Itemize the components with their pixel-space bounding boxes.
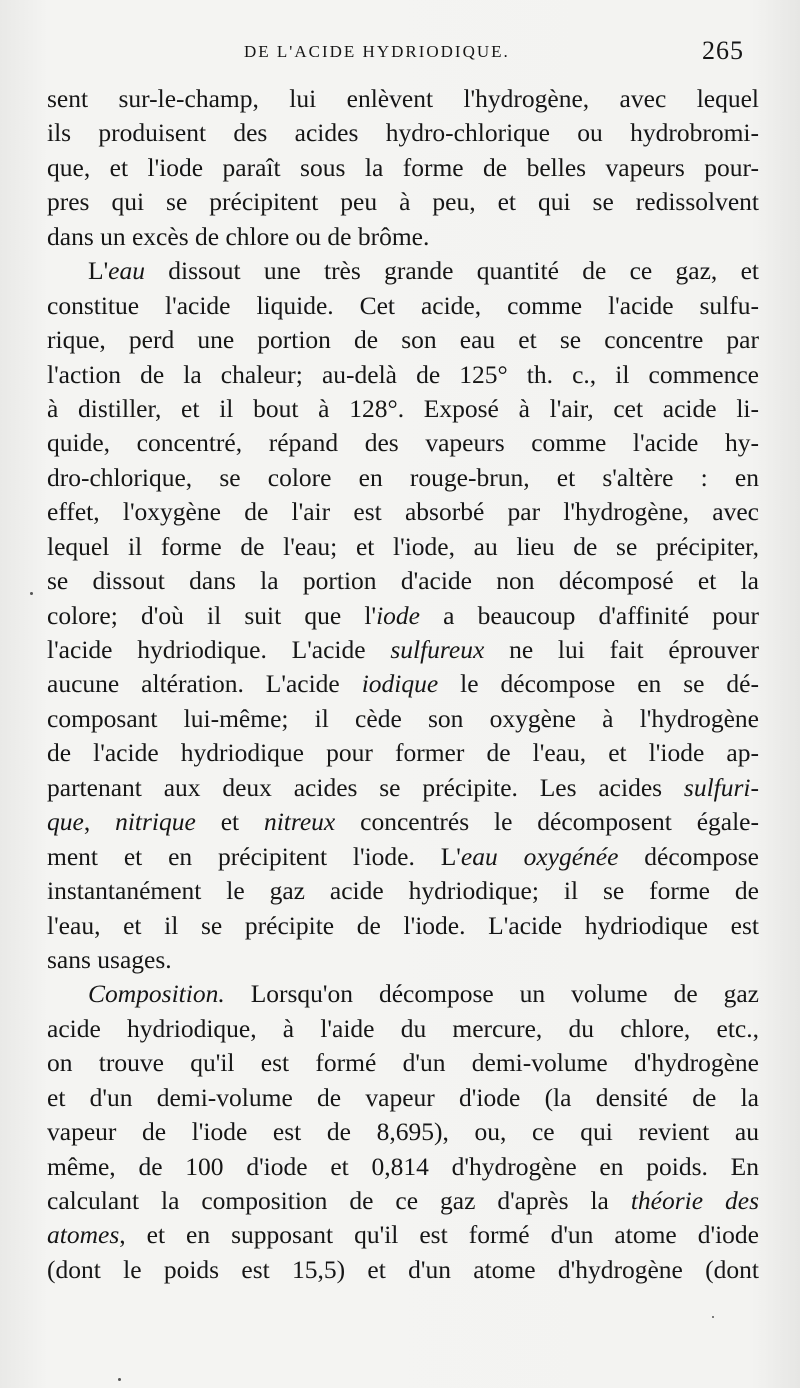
text-line (47, 323, 759, 357)
italic-text: iode (376, 600, 420, 630)
text-line (47, 1012, 759, 1046)
text-line (47, 495, 759, 529)
text-run: L' (88, 256, 109, 286)
text-line (47, 1046, 759, 1080)
text-run: de l'acide hydriodique pour former de l'eau, et l'iode ap- (47, 738, 759, 768)
text-run: a beaucoup d'affinité pour (419, 600, 759, 630)
text-run: le décompose en se dé- (438, 669, 759, 699)
text-line (47, 1150, 759, 1184)
text-run: quide, concentré, répand des vapeurs comme l'acide hy- (47, 428, 759, 458)
text-line (47, 564, 759, 598)
text-line (47, 461, 759, 495)
text-line (47, 909, 759, 943)
text-run: dans un excès de chlore ou de brôme. (47, 221, 430, 251)
text-line (47, 151, 759, 185)
text-line (47, 185, 759, 219)
text-run: partenant aux deux acides se précipite. Les acides (47, 772, 684, 802)
text-line (47, 82, 759, 116)
text-line (47, 116, 759, 150)
italic-text: eau (108, 256, 145, 286)
page-number: 265 (702, 36, 744, 65)
text-run: l'action de la chaleur; au-delà de 125° th. c., il commence (47, 359, 759, 389)
italic-text: sulfuri- (683, 772, 759, 802)
text-run: calculant la composition de ce gaz d'après la (47, 1186, 631, 1215)
text-line (47, 530, 759, 564)
text-line (47, 220, 759, 254)
text-line (47, 702, 759, 736)
text-run: ment et en précipitent l'iode. L' (47, 841, 461, 871)
text-run: aucune altération. L'acide (47, 669, 362, 699)
text-run: (dont le poids est 15,5) et d'un atome d'hydrogène (dont (47, 1254, 759, 1284)
text-run: constitue l'acide liquide. Cet acide, comme l'acide sulfu- (47, 290, 759, 320)
text-run: à distiller, et il bout à 128°. Exposé à l'air, cet acide li- (47, 393, 759, 423)
text-line (47, 289, 759, 323)
italic-text: atomes (47, 1220, 120, 1250)
italic-text: théorie des (630, 1186, 759, 1215)
text-line (47, 977, 759, 1011)
text-line (47, 943, 759, 977)
text-run: décompose (618, 841, 759, 871)
text-line (47, 358, 759, 392)
text-run: composant lui-même; il cède son oxygène à l'hydrogène (47, 703, 759, 733)
text-run: se dissout dans la portion d'acide non décomposé et la (47, 566, 759, 596)
text-line (47, 426, 759, 460)
italic-text: Composition. (88, 979, 225, 1009)
page-header (44, 34, 744, 70)
body-text (47, 82, 759, 1287)
text-run: ils produisent des acides hydro-chlorique ou hydrobromi- (47, 118, 759, 148)
text-line (47, 1081, 759, 1115)
text-run: colore; d'où il suit que l' (47, 600, 377, 630)
text-line (47, 254, 759, 288)
text-line (47, 392, 759, 426)
text-line (47, 771, 759, 805)
text-run: dro-chlorique, se colore en rouge-brun, et s'altère : en (47, 462, 759, 492)
text-run: l'eau, et il se précipite de l'iode. L'acide hydriodique est (47, 910, 759, 940)
text-line (47, 840, 759, 874)
text-run: concentrés le décomposent égale- (335, 807, 759, 837)
text-line (47, 667, 759, 701)
italic-text: nitreux (263, 807, 336, 837)
text-run: , (83, 807, 116, 837)
text-line (47, 1218, 759, 1252)
text-run: et (195, 807, 264, 837)
text-run: même, de 100 d'iode et 0,814 d'hydrogène en poids. En (47, 1151, 759, 1181)
running-title: DE L'ACIDE HYDRIODIQUE. (244, 42, 510, 61)
text-line (47, 1253, 759, 1287)
text-run: lequel il forme de l'eau; et l'iode, au lieu de se précipiter, (47, 531, 759, 561)
text-run: Lorsqu'on décompose un volume de gaz (224, 979, 759, 1009)
italic-text: iodique (361, 669, 439, 699)
italic-text: que (47, 807, 84, 837)
text-run: on trouve qu'il est formé d'un demi-volume d'hydrogène (47, 1048, 759, 1078)
text-run: et d'un demi-volume de vapeur d'iode (la densité de la (47, 1082, 759, 1112)
italic-text: nitrique (115, 807, 196, 837)
text-run: pres qui se précipitent peu à peu, et qui se redissolvent (47, 187, 759, 217)
text-line (47, 1184, 759, 1218)
text-line (47, 805, 759, 839)
text-run: acide hydriodique, à l'aide du mercure, du chlore, etc., (47, 1013, 759, 1043)
text-line (47, 874, 759, 908)
text-run: effet, l'oxygène de l'air est absorbé par l'hydrogène, avec (47, 497, 759, 527)
italic-text: sulfureux (390, 635, 485, 664)
text-run: , et en supposant qu'il est formé d'un atome d'iode (119, 1220, 759, 1250)
text-line (47, 736, 759, 770)
text-line (47, 599, 759, 633)
text-run: rique, perd une portion de son eau et se concentre par (47, 325, 759, 355)
text-run: vapeur de l'iode est de 8,695), ou, ce qui revient au (47, 1117, 759, 1147)
text-run: sans usages. (47, 944, 172, 974)
text-line (47, 1115, 759, 1149)
text-run: dissout une très grande quantité de ce gaz, et (145, 256, 759, 286)
text-line (47, 633, 759, 667)
text-run: sent sur-le-champ, lui enlèvent l'hydrogène, avec lequel (47, 84, 759, 113)
text-run: l'acide hydriodique. L'acide (47, 635, 391, 664)
italic-text: eau oxygénée (460, 841, 619, 871)
text-run: ne lui fait éprouver (484, 635, 759, 664)
text-run: que, et l'iode paraît sous la forme de belles vapeurs pour- (47, 152, 759, 182)
text-run: instantanément le gaz acide hydriodique; il se forme de (47, 876, 759, 906)
